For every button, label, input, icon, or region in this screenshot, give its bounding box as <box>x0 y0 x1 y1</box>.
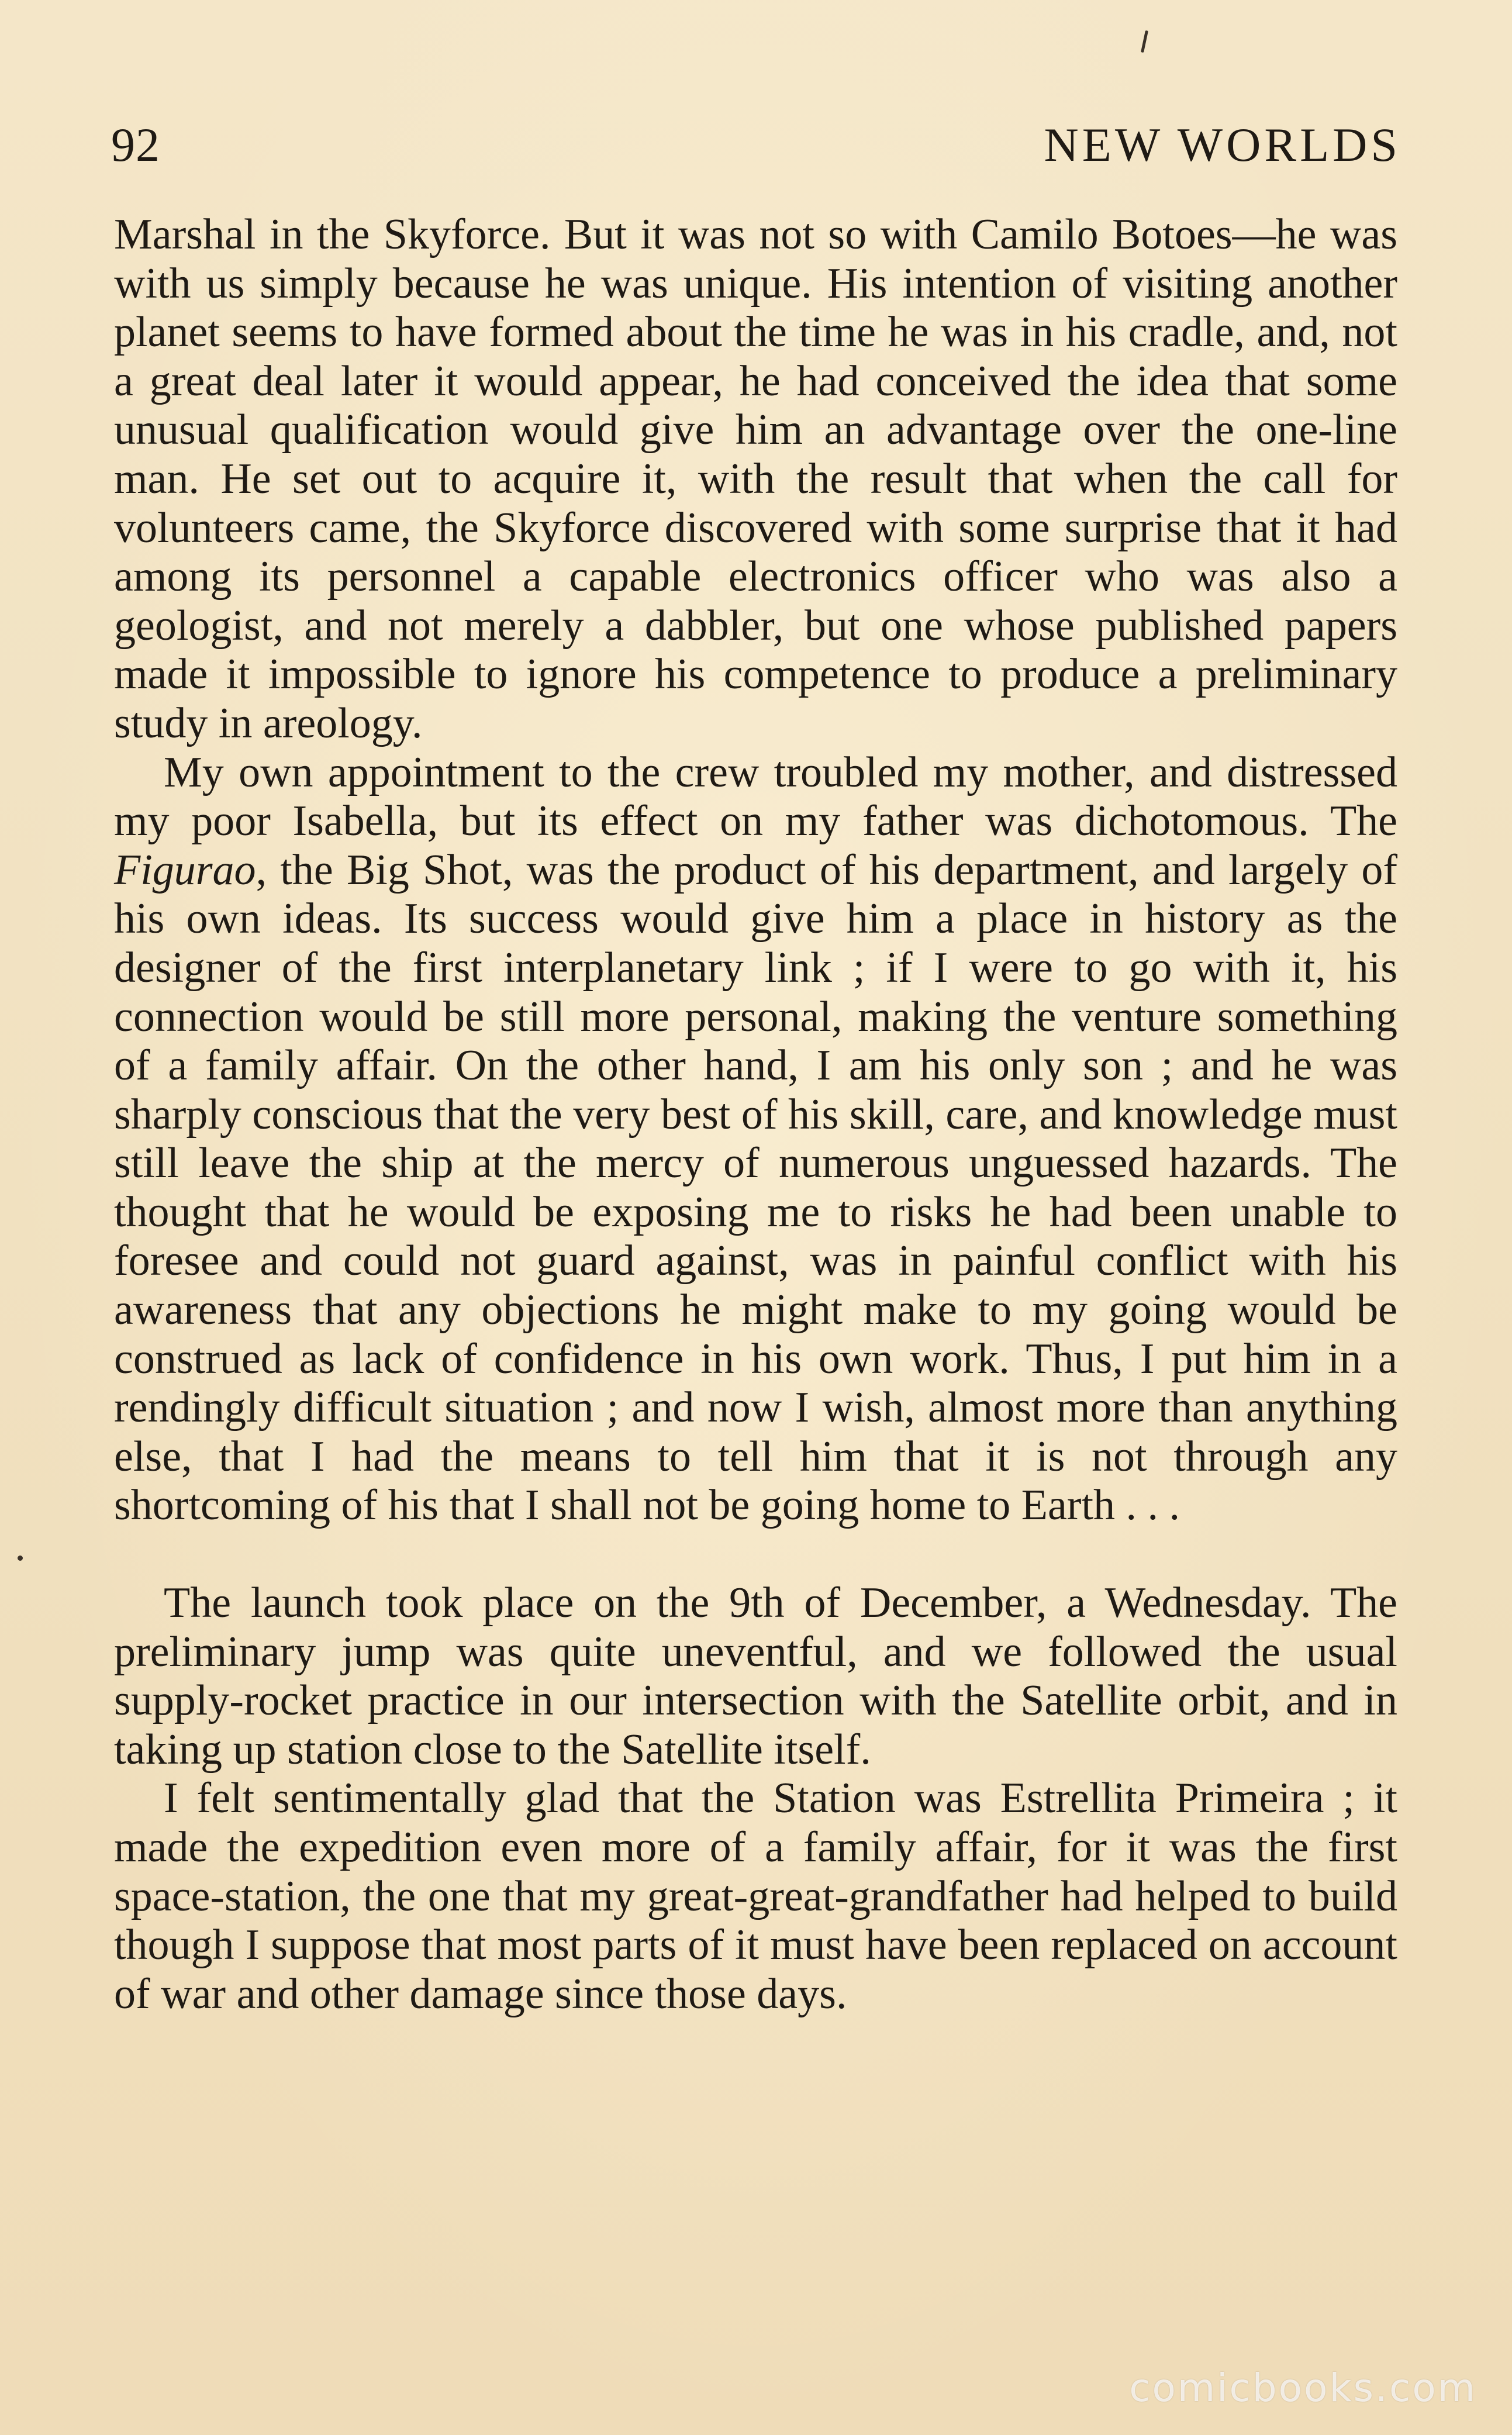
body-text <box>114 211 1397 2019</box>
ink-speck <box>1141 30 1148 53</box>
paragraph-text: I felt sentimentally glad that the Station was Estrellita Primeira ; it made the expedition even more of a family affair, for it was the first space-station, the one that my great-great-grandfather had helped to build though I suppose that most parts of it must have been replaced on account of war and other damage since those days. <box>114 1774 1397 2018</box>
paragraph-text: , the Big Shot, was the product of his department, and largely of his own ideas. Its success would give him a place in history as the designer of the first interplanetary link ; if I were to go with it, his connection would be still more personal, making the venture something of a family affair. On the other hand, I am his only son ; and he was sharply conscious that the very best of his skill, care, and knowledge must still leave the ship at the mercy of numerous unguessed hazards. The thought that he would be exposing me to risks he had been unable to foresee and could not guard against, was in painful conflict with his awareness that any objections he might make to my going would be construed as lack of confidence in his own work. Thus, I put him in a rendingly difficult situation ; and now I wish, almost more than anything else, that I had the means to tell him that it is not through any shortcoming of his that I shall not be going home to Earth . . . <box>114 846 1397 1530</box>
watermark: comicbooks.com <box>1129 2365 1477 2410</box>
paragraph-text: Marshal in the Skyforce. But it was not so with Camilo Botoes—he was with us simply because he was unique. His intention of visiting another planet seems to have formed about the time he was in his cradle, and, not a great deal later it would appear, he had conceived the idea that some unusual qualification would give him an advantage over the one-line man. He set out to acquire it, with the result that when the call for volunteers came, the Skyforce discovered with some surprise that it had among its personnel a capable electronics officer who was also a geologist, and not merely a dabbler, but one whose published papers made it impossible to ignore his competence to produce a preliminary study in areology. <box>114 211 1397 747</box>
page-number: 92 <box>111 118 160 171</box>
paragraph-text: My own appointment to the crew troubled my mother, and distressed my poor Isabella, but its effect on my father was dichotomous. The <box>114 748 1397 846</box>
italic-text: Figurao <box>114 846 256 894</box>
paragraph <box>114 749 1397 1531</box>
paragraph <box>114 211 1397 749</box>
paragraph-list <box>114 211 1397 2019</box>
ink-speck <box>18 1555 23 1561</box>
running-head: NEW WORLDS <box>1044 118 1401 171</box>
paragraph-text: The launch took place on the 9th of December, a Wednesday. The preliminary jump was quite uneventful, and we followed the usual supply-rocket practice in our intersection with the Satellite orbit, and in taking up station close to the Satellite itself. <box>114 1579 1397 1774</box>
page-header <box>111 108 1401 173</box>
section-break <box>114 1530 1397 1579</box>
paragraph <box>114 1774 1397 2019</box>
paragraph <box>114 1579 1397 1774</box>
